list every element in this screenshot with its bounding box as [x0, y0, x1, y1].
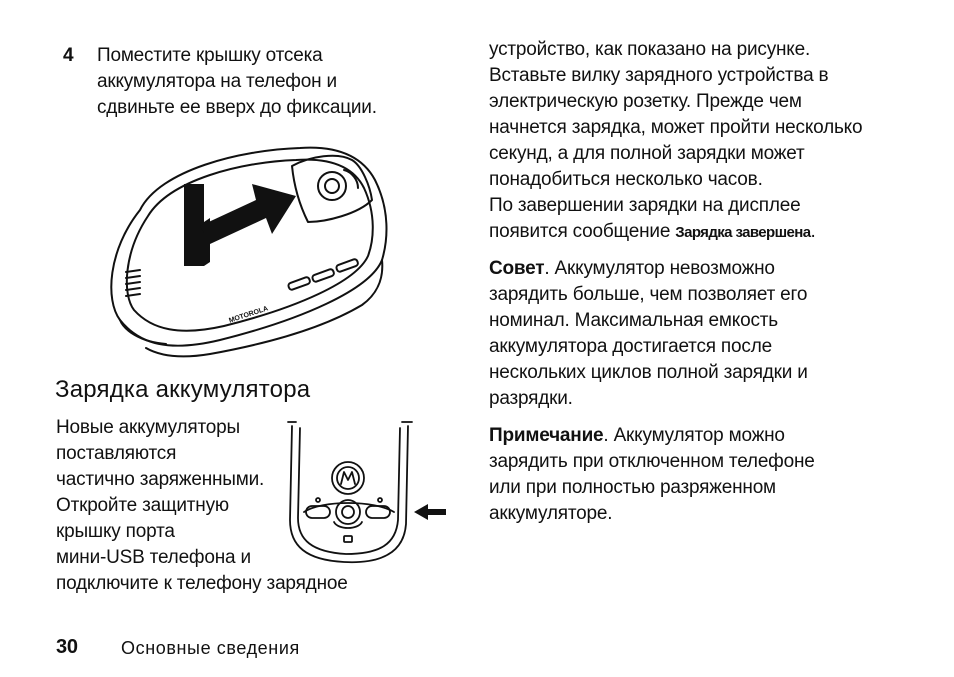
note-label: Примечание: [489, 425, 604, 446]
footer-title: Основные сведения: [121, 638, 300, 658]
charge-complete-message: Зарядка завершена: [675, 224, 811, 241]
right-text-line-message: [489, 219, 816, 246]
section-text-line: частично заряженными.: [56, 469, 265, 490]
section-text-line: мини-USB телефона и: [56, 547, 251, 568]
tip-line: аккумулятора достигается после: [489, 336, 772, 357]
message-suffix: .: [810, 221, 816, 242]
step-text-line: аккумулятора на телефон и: [97, 71, 337, 92]
right-text-line: устройство, как показано на рисунке.: [489, 39, 811, 60]
note-line: или при полностью разряженном: [489, 477, 776, 498]
slide-up-arrow-icon: [184, 184, 296, 266]
section-text-line: подключите к телефону зарядное: [56, 573, 348, 594]
page-number: 30: [56, 636, 78, 658]
tip-line: нескольких циклов полной зарядки и: [489, 362, 808, 383]
tip-first-line: [489, 256, 775, 282]
tip-line: разрядки.: [489, 388, 573, 409]
note-line: зарядить при отключенном телефоне: [489, 451, 815, 472]
step-number: 4: [63, 45, 74, 66]
right-text-line: По завершении зарядки на дисплее: [489, 195, 801, 216]
tip-line: номинал. Максимальная емкость: [489, 310, 778, 331]
note-first-line-text: . Аккумулятор можно: [603, 425, 785, 446]
right-text-line: начнется зарядка, может пройти несколько: [489, 117, 863, 138]
phone-battery-cover-illustration: [100, 130, 400, 370]
section-text-line: Откройте защитную: [56, 495, 229, 516]
phone-logo-text: MOTOROLA: [228, 305, 270, 325]
section-text-line: поставляются: [56, 443, 177, 464]
arrow-left-icon: [414, 504, 446, 520]
right-text-line: секунд, а для полной зарядки может: [489, 143, 805, 164]
step-text-line: сдвиньте ее вверх до фиксации.: [97, 97, 377, 118]
tip-first-line-text: . Аккумулятор невозможно: [544, 258, 775, 279]
section-text-line: Новые аккумуляторы: [56, 417, 240, 438]
tip-line: зарядить больше, чем позволяет его: [489, 284, 808, 305]
phone-usb-port-illustration: [282, 420, 447, 570]
tip-label: Совет: [489, 258, 545, 279]
section-heading: Зарядка аккумулятора: [55, 376, 311, 403]
note-line: аккумуляторе.: [489, 503, 613, 524]
right-text-line: Вставьте вилку зарядного устройства в: [489, 65, 829, 86]
step-text-line: Поместите крышку отсека: [97, 45, 323, 66]
right-text-line: понадобиться несколько часов.: [489, 169, 763, 190]
section-text-line: крышку порта: [56, 521, 175, 542]
note-first-line: [489, 423, 785, 449]
message-prefix: появится сообщение: [489, 221, 676, 242]
right-text-line: электрическую розетку. Прежде чем: [489, 91, 802, 112]
